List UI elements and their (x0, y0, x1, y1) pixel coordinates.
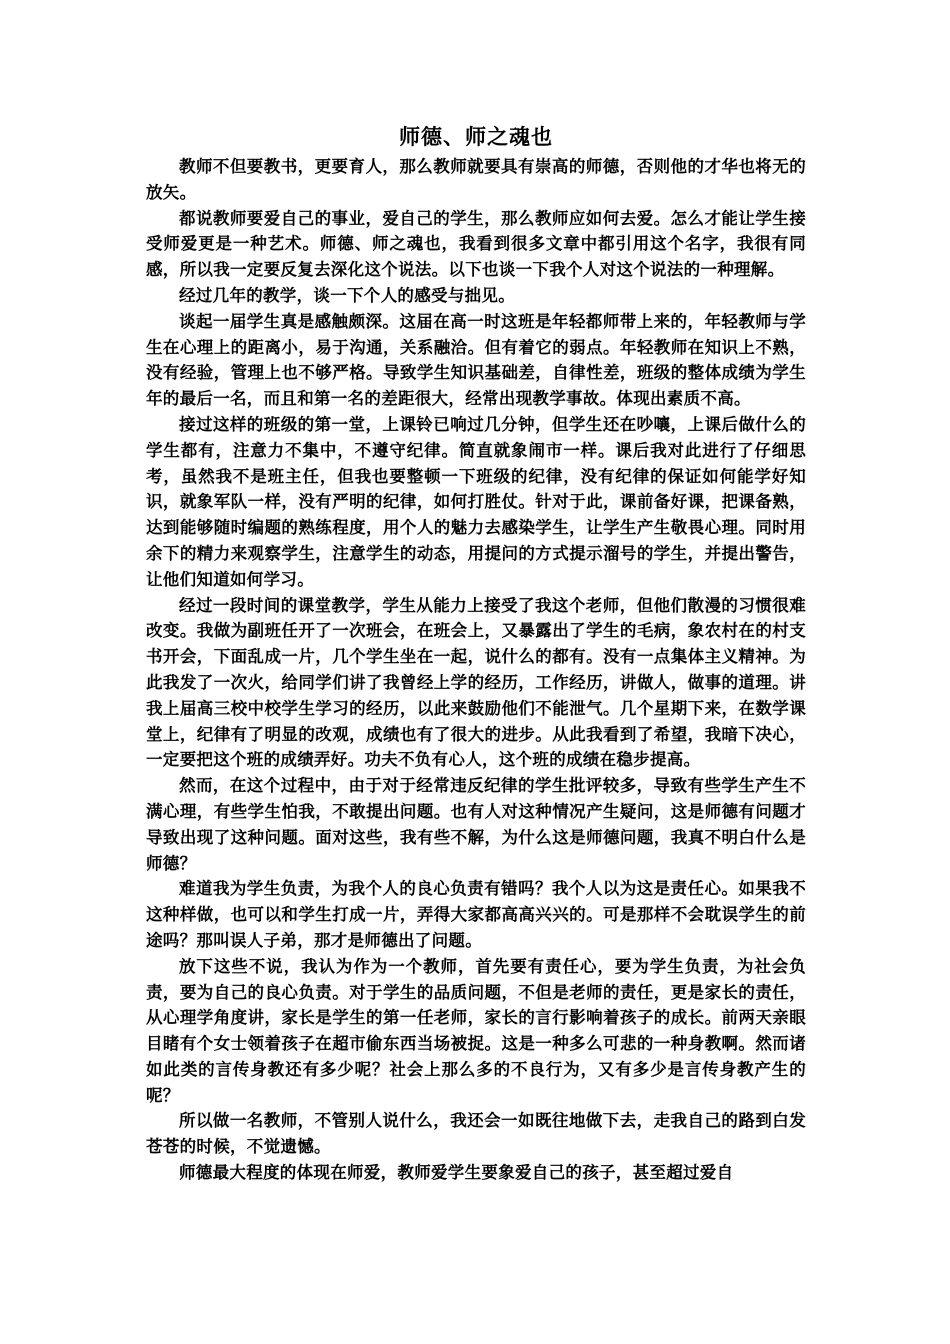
paragraph-responsibility: 难道我为学生负责，为我个人的良心负责有错吗？我个人以为这是责任心。如果我不这种样做，也可以和学生打成一片，弄得大家都高高兴兴的。可是那样不会耽误学生的前途吗？那叫误人子弟，那才是师德出了问题。 (146, 879, 806, 950)
paragraph-parents: 放下这些不说，我认为作为一个教师，首先要有责任心，要为学生负责，为社会负责，要为自己的良心负责。对于学生的品质问题，不但是老师的责任，更是家长的责任，从心理学角度讲，家长是学生的第一任老师，家长的言行影响着孩子的成长。前两天亲眼目睹有个女士领着孩子在超市偷东西当场被捉。这是一种多么可悲的一种身教啊。然而诸如此类的言传身教还有多少呢？社会上那么多的不良行为，又有多少是言传身教产生的呢？ (146, 956, 806, 1105)
paragraph-criticism: 然而，在这个过程中，由于对于经常违反纪律的学生批评较多，导致有些学生产生不满心理，有些学生怕我，不敢提出问题。也有人对这种情况产生疑问，这是师德有问题才导致出现了这种问题。面对这些，我有些不解，为什么这是师德问题，我真不明白什么是师德？ (146, 776, 806, 873)
paragraph-teacher-love-closing: 师德最大程度的体现在师爱，教师爱学生要象爱自己的孩子，甚至超过爱自 (179, 1163, 734, 1183)
document-title: 师德、师之魂也 (399, 125, 553, 149)
paragraph-persistence: 所以做一名教师，不管别人说什么，我还会一如既往地做下去，走我自己的路到白发苍苍的时候，不觉遗憾。 (146, 1111, 806, 1157)
paragraph-intro: 教师不但要教书，更要育人，那么教师就要具有崇高的师德，否则他的才华也将无的放矢。 (146, 157, 806, 202)
paragraph-class-meeting: 经过一段时间的课堂教学，学生从能力上接受了我这个老师，但他们散漫的习惯很难改变。我做为副班任开了一次班会，在班会上，又暴露出了学生的毛病，象农村在的村支书开会，下面乱成一片，几个学生坐在一起，说什么的都有。没有一点集体主义精神。为此我发了一次火，给同学们讲了我曾经上学的经历，工作经历，讲做人，做事的道理。讲我上届高三校中校学生学习的经历，以此来鼓励他们不能泄气。几个星期下来，在数学课堂上，纪律有了明显的改观，成绩也有了很大的进步。从此我看到了希望，我暗下决心，一定要把这个班的成绩弄好。功夫不负有心人，这个班的成绩在稳步提高。 (146, 595, 806, 770)
paragraph-teacher-love: 都说教师要爱自己的事业，爱自己的学生，那么教师应如何去爱。怎么才能让学生接受师爱更是一种艺术。师德、师之魂也，我看到很多文章中都引用这个名字，我很有同感，所以我一定要反复去深化这个说法。以下也谈一下我个人对这个说法的一种理解。 (146, 208, 806, 280)
paragraph-experience: 经过几年的教学，谈一下个人的感受与拙见。 (179, 285, 515, 305)
document-body (146, 120, 806, 1186)
paragraph-class-background: 谈起一届学生真是感触颇深。这届在高一时这班是年轻都师带上来的，年轻教师与学生在心理上的距离小，易于沟通，关系融洽。但有着它的弱点。年轻教师在知识上不熟，没有经验，管理上也不够严格。导致学生知识基础差，自律性差，班级的整体成绩为学生年的最后一名，而且和第一名的差距很大，经常出现教学事故。体现出素质不高。 (146, 311, 806, 409)
paragraph-first-lesson: 接过这样的班级的第一堂，上课铃已响过几分钟，但学生还在吵嚷，上课后做什么的学生都有，注意力不集中，不遵守纪律。简直就象闹市一样。课后我对此进行了仔细思考，虽然我不是班主任，但我也要整顿一下班级的纪律，没有纪律的保证如何能学好知识，就象军队一样，没有严明的纪律，如何打胜仗。针对于此，课前备好课，把课备熟，达到能够随时编题的熟练程度，用个人的魅力去感染学生，让学生产生敬畏心理。同时用余下的精力来观察学生，注意学生的动态，用提问的方式提示溜号的学生，并提出警告，让他们知道如何学习。 (146, 414, 806, 589)
